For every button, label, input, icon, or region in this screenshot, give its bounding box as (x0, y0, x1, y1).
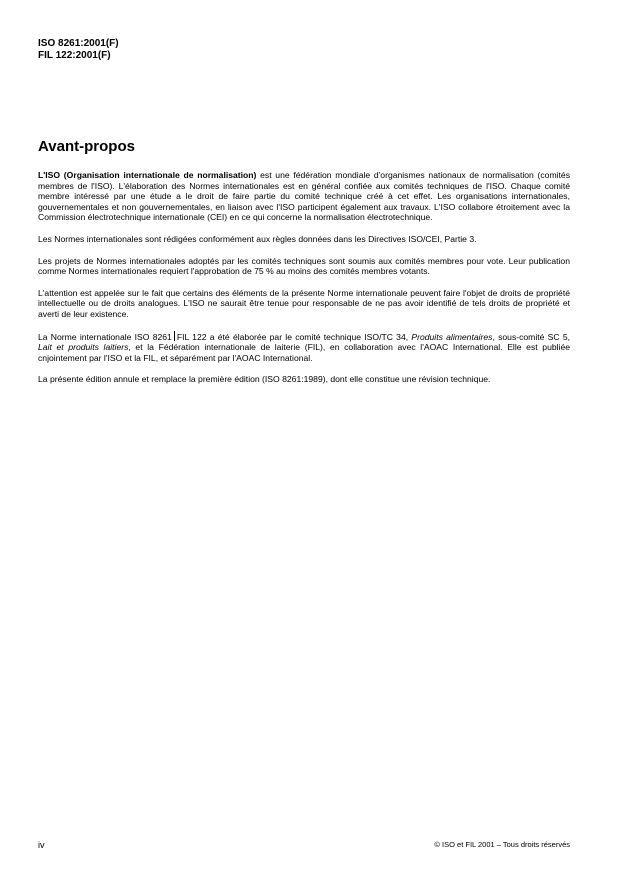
committee-text-4: , et la Fédération internationale de laiterie (FIL), en collaboration avec l'AOAC International. Elle est publiée cnjointement par l'ISO et la FIL, et séparément par l'AOAC International. (38, 342, 571, 363)
paragraph-patent-rights: L'attention est appelée sur le fait que certains des éléments de la présente Norme internationale peuvent faire l'objet de droits de propriété intellectuelle ou de droits analogues. L'ISO ne saurait être tenue pour responsable de ne pas avoir identifié de tels droits de propriété et averti de leur existence. (38, 287, 570, 319)
committee-italic-1: Produits alimentaires (411, 331, 493, 342)
page-title: Avant-propos (38, 138, 135, 155)
standard-number-iso: ISO 8261:2001(F) (38, 38, 119, 49)
committee-text-3: , sous-comité SC 5, (492, 331, 571, 342)
document-header (38, 38, 119, 61)
page-number: iv (38, 840, 45, 850)
paragraph-directives: Les Normes internationales sont rédigées conformément aux règles données dans les Directives ISO/CEI, Partie 3. (38, 233, 477, 244)
paragraph-voting: Les projets de Normes internationales adoptés par les comités techniques sont soumis aux comités membres pour vote. Leur publication comme Normes internationales requiert l'approbation de 75 % au moins des comités membres votants. (38, 255, 570, 277)
committee-text-1: La Norme internationale ISO 8261 (38, 331, 172, 342)
foreword-body (38, 170, 570, 396)
copyright-notice: © ISO et FIL 2001 – Tous droits réservés (434, 840, 570, 849)
iso-name-bold: L'ISO (Organisation internationale de normalisation) (38, 170, 257, 180)
paragraph-edition: La présente édition annule et remplace la première édition (ISO 8261:1989), dont elle constitue une révision technique. (38, 374, 491, 385)
standard-number-fil: FIL 122:2001(F) (38, 49, 111, 61)
committee-italic-2: Lait et produits laitiers (38, 342, 129, 353)
paragraph-committee (38, 331, 570, 364)
committee-text-2: FIL 122 a été élaborée par le comité technique ISO/TC 34, (176, 331, 412, 342)
iso-description-text: est une fédération mondiale d'organismes nationaux de normalisation (comités membres de l'ISO). L'élaboration des Normes internationales est en général confiée aux comités techniques de l'ISO. Chaque comité membre intéressé par une étude a le droit de faire partie du comité technique créé à cet effet. Les organisations internationales, gouvernementales et non gouvernementales, en liaison avec l'ISO participent également aux travaux. L'ISO collabore étroitement avec la Commission électrotechnique internationale (CEI) en ce qui concerne la normalisation électrotechnique. (38, 170, 570, 223)
iso-fil-separator (174, 331, 175, 341)
paragraph-iso-description (38, 170, 570, 223)
